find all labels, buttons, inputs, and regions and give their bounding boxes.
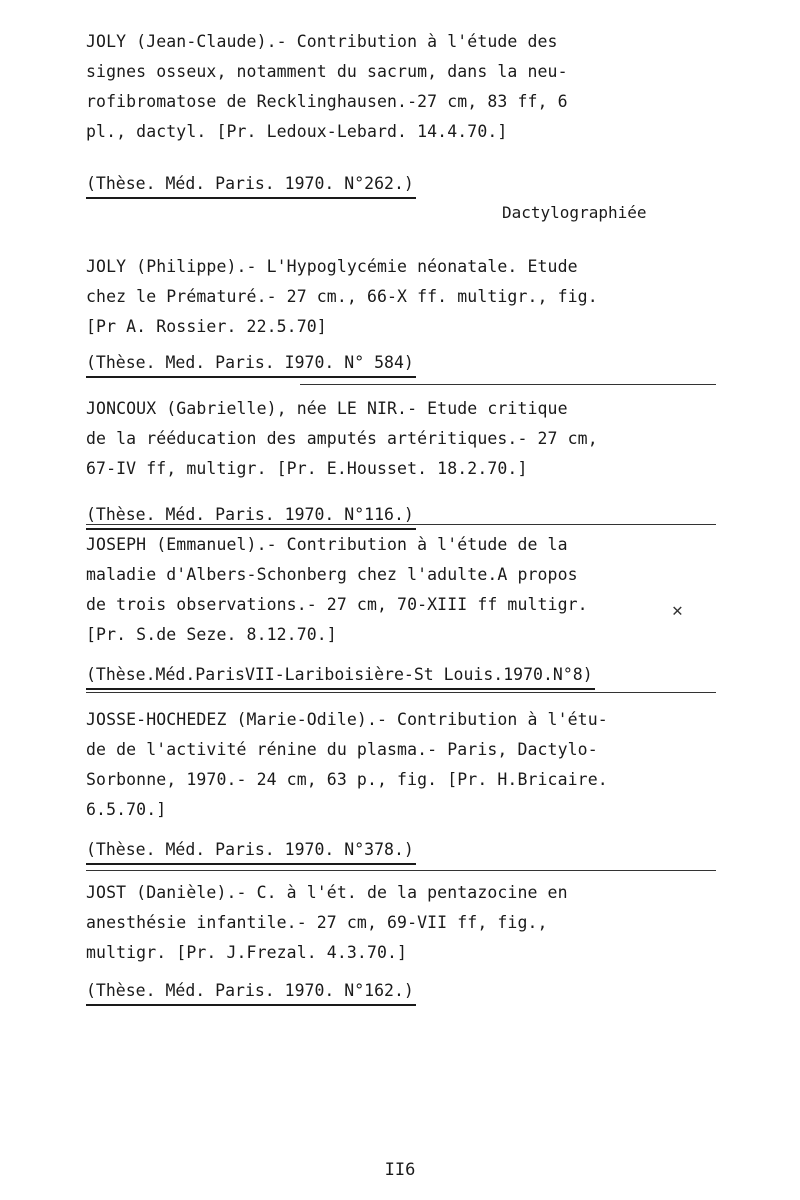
- entry-line: JOST (Danièle).- C. à l'ét. de la pentazocine en: [86, 883, 568, 902]
- separator-rule: [86, 524, 716, 525]
- separator-rule: [86, 870, 716, 871]
- thesis-citation: (Thèse. Med. Paris. I970. N° 584): [86, 350, 416, 378]
- entry-line: 6.5.70.]: [86, 800, 167, 819]
- entry-line: chez le Prématuré.- 27 cm., 66-X ff. multigr., fig.: [86, 287, 598, 306]
- catalog-entry-josse-hochedez: [86, 705, 696, 865]
- thesis-citation: (Thèse. Méd. Paris. 1970. N°262.): [86, 171, 416, 199]
- separator-rule: [300, 384, 716, 385]
- entry-line: [Pr A. Rossier. 22.5.70]: [86, 317, 327, 336]
- entry-line: 67-IV ff, multigr. [Pr. E.Housset. 18.2.70.]: [86, 459, 528, 478]
- entry-line: signes osseux, notamment du sacrum, dans la neu-: [86, 62, 568, 81]
- thesis-citation: (Thèse.Méd.ParisVII-Lariboisière-St Louis.1970.N°8): [86, 662, 595, 690]
- entry-line: pl., dactyl. [Pr. Ledoux-Lebard. 14.4.70.]: [86, 122, 508, 141]
- entry-line: JOLY (Jean-Claude).- Contribution à l'étude des: [86, 32, 558, 51]
- entry-line: JOSSE-HOCHEDEZ (Marie-Odile).- Contribution à l'étu-: [86, 710, 608, 729]
- entry-line: de la rééducation des amputés artéritiques.- 27 cm,: [86, 429, 598, 448]
- entry-line: rofibromatose de Recklinghausen.-27 cm, 83 ff, 6: [86, 92, 568, 111]
- entry-line: de trois observations.- 27 cm, 70-XIII ff multigr.: [86, 595, 588, 614]
- entry-line: JOLY (Philippe).- L'Hypoglycémie néonatale. Etude: [86, 257, 578, 276]
- entry-line: multigr. [Pr. J.Frezal. 4.3.70.]: [86, 943, 408, 962]
- catalog-entry-joly-jean-claude: [86, 27, 696, 199]
- entry-line: Sorbonne, 1970.- 24 cm, 63 p., fig. [Pr. H.Bricaire.: [86, 770, 608, 789]
- thesis-citation: (Thèse. Méd. Paris. 1970. N°378.): [86, 837, 416, 865]
- handwritten-cross-mark: ✕: [672, 600, 683, 621]
- entry-line: [Pr. S.de Seze. 8.12.70.]: [86, 625, 337, 644]
- catalog-entry-joncoux-gabrielle: [86, 394, 696, 530]
- entry-line: de de l'activité rénine du plasma.- Paris, Dactylo-: [86, 740, 598, 759]
- dactylographiee-stamp: Dactylographiée: [502, 203, 647, 222]
- thesis-citation: (Thèse. Méd. Paris. 1970. N°162.): [86, 978, 416, 1006]
- thesis-citation: (Thèse. Méd. Paris. 1970. N°116.): [86, 502, 416, 530]
- entry-line: JONCOUX (Gabrielle), née LE NIR.- Etude critique: [86, 399, 568, 418]
- entry-line: maladie d'Albers-Schonberg chez l'adulte.A propos: [86, 565, 578, 584]
- catalog-entry-jost-daniele: [86, 878, 696, 1006]
- entry-line: anesthésie infantile.- 27 cm, 69-VII ff, fig.,: [86, 913, 548, 932]
- catalog-entry-joseph-emmanuel: [86, 530, 696, 690]
- entry-line: JOSEPH (Emmanuel).- Contribution à l'étude de la: [86, 535, 568, 554]
- page-number: II6: [384, 1160, 416, 1180]
- separator-rule: [86, 692, 716, 693]
- catalog-entry-joly-philippe: [86, 252, 696, 378]
